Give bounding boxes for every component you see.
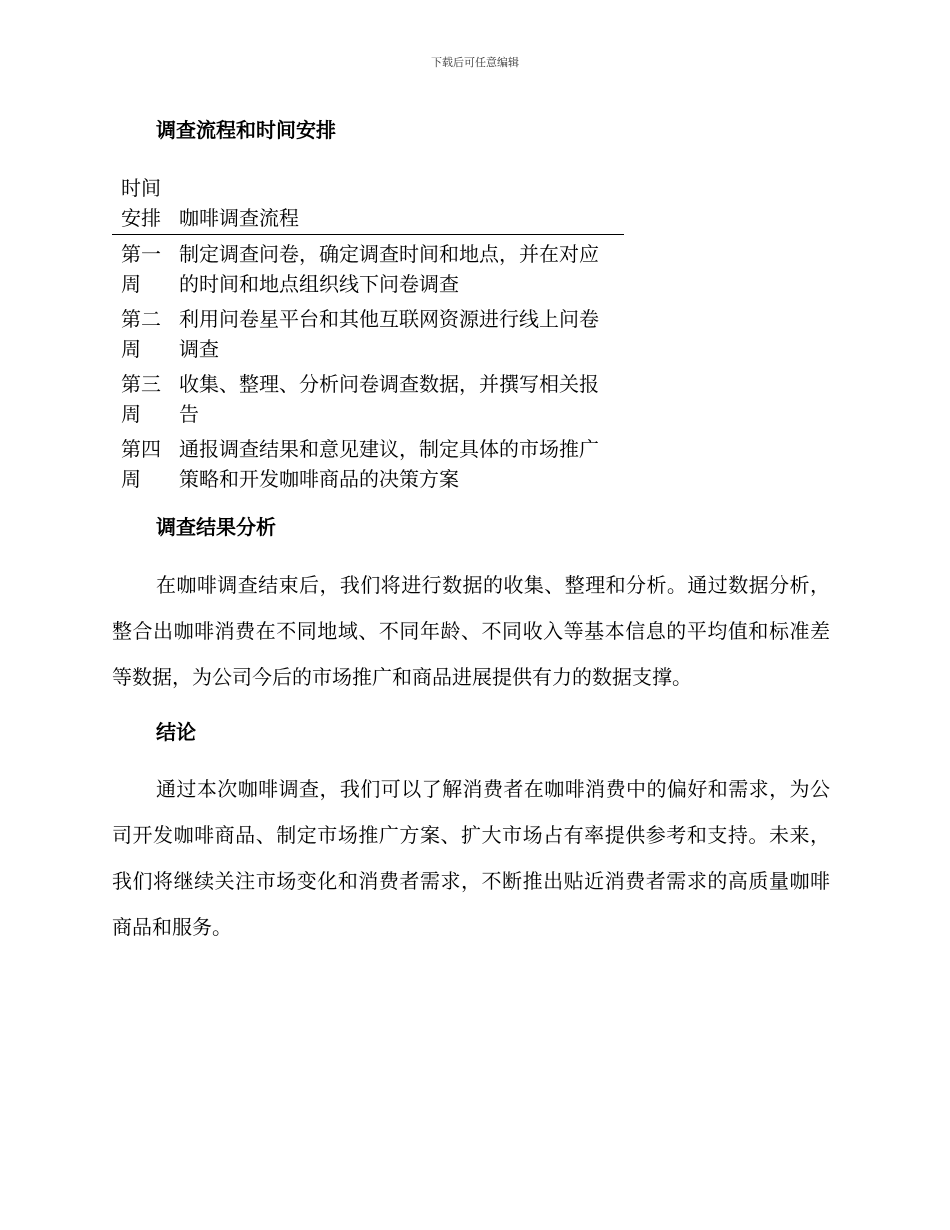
row-time: 第三周 <box>121 372 161 426</box>
row-step: 利用问卷星平台和其他互联网资源进行线上问卷调查 <box>179 307 599 361</box>
row-time: 第一周 <box>121 242 161 296</box>
schedule-table-header <box>112 173 624 235</box>
schedule-row <box>112 300 624 365</box>
row-step: 通报调查结果和意见建议，制定具体的市场推广策略和开发咖啡商品的决策方案 <box>179 437 599 491</box>
schedule-row <box>112 365 624 430</box>
row-time: 第二周 <box>121 307 161 361</box>
schedule-heading: 调查流程和时间安排 <box>156 118 336 142</box>
conclusion-heading: 结论 <box>156 720 196 744</box>
row-time: 第四周 <box>121 437 161 491</box>
time-column-header: 时间安排 <box>121 176 161 230</box>
schedule-table <box>112 173 624 495</box>
analysis-heading: 调查结果分析 <box>156 515 276 539</box>
page-header-note: 下载后可任意编辑 <box>431 56 519 69</box>
analysis-paragraph: 在咖啡调查结束后，我们将进行数据的收集、整理和分析。通过数据分析，整合出咖啡消费在不同地域、不同年龄、不同收入等基本信息的平均值和标准差等数据，为公司今后的市场推广和商品进展提供有力的数据支撑。 <box>112 573 830 689</box>
row-step: 收集、整理、分析问卷调查数据，并撰写相关报告 <box>179 372 599 426</box>
process-column-header: 咖啡调查流程 <box>179 206 299 230</box>
schedule-row <box>112 430 624 495</box>
schedule-row <box>112 235 624 300</box>
conclusion-paragraph: 通过本次咖啡调查，我们可以了解消费者在咖啡消费中的偏好和需求，为公司开发咖啡商品、制定市场推广方案、扩大市场占有率提供参考和支持。未来，我们将继续关注市场变化和消费者需求，不断推出贴近消费者需求的高质量咖啡商品和服务。 <box>112 777 830 939</box>
row-step: 制定调查问卷，确定调查时间和地点，并在对应的时间和地点组织线下问卷调查 <box>179 242 599 296</box>
